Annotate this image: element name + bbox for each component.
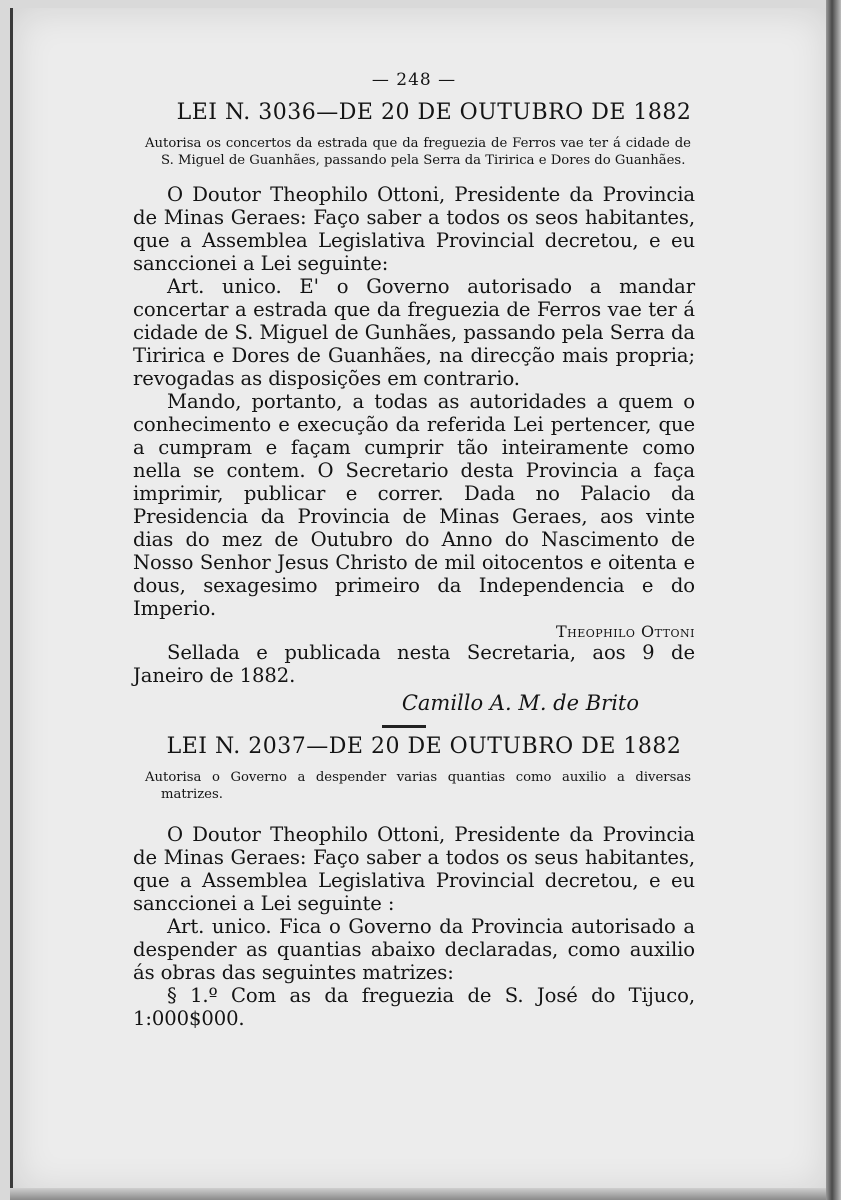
law-2-summary-text: Autorisa o Governo a despender varias quantias como auxilio a diversas matrizes. xyxy=(145,770,691,802)
law-1-promulgation: Mando, portanto, a todas as autoridades a quem o conhecimento e execução da referida Lei pertencer, que a cumpram e façam cumprir tão inteiramente como nella se contem. O Secretario desta Provincia a faça imprimir, publicar e correr. Dada no Palacio da Presidencia da Provincia de Minas Geraes, aos vinte dias do mez de Outubro do Anno do Nascimento de Nosso Senhor Jesus Christo de mil oitocentos e oitenta e dous, sexagesimo primeiro da Independencia e do Imperio. xyxy=(133,390,695,620)
law-1-summary xyxy=(145,135,691,169)
page-number: — 248 — xyxy=(371,70,457,90)
law-1-secretary: Camillo A. M. de Brito xyxy=(401,691,639,715)
page-bottom-edge xyxy=(10,1188,826,1200)
page-edge-shadow xyxy=(826,0,841,1200)
section-divider xyxy=(382,725,426,728)
law-2-article: Art. unico. Fica o Governo da Provincia autorisado a despender as quantias abaixo declaradas, como auxilio ás obras das seguintes matrizes: xyxy=(133,915,695,984)
law-2-title: LEI N. 2037—DE 20 DE OUTUBRO DE 1882 xyxy=(166,734,682,759)
law-1-preamble: O Doutor Theophilo Ottoni, Presidente da Provincia de Minas Geraes: Faço saber a todos os seos habitantes, que a Assemblea Legislativa Provincial decretou, e eu sanccionei a Lei seguinte: xyxy=(133,183,695,275)
law-2-paragraph-1: § 1.º Com as da freguezia de S. José do Tijuco, 1:000$000. xyxy=(133,984,695,1030)
law-2-preamble: O Doutor Theophilo Ottoni, Presidente da Provincia de Minas Geraes: Faço saber a todos os seus habitantes, que a Assemblea Legislativa Provincial decretou, e eu sanccionei a Lei seguinte : xyxy=(133,823,695,915)
law-1-title: LEI N. 3036—DE 20 DE OUTUBRO DE 1882 xyxy=(176,100,692,125)
law-1-summary-text: Autorisa os concertos da estrada que da freguezia de Ferros vae ter á cidade de S. Miguel de Guanhães, passando pela Serra da Tiririca e Dores do Guanhães. xyxy=(145,136,691,168)
law-1-signature: Theophilo Ottoni xyxy=(555,622,695,641)
law-2-summary xyxy=(145,769,691,803)
law-1-publication: Sellada e publicada nesta Secretaria, aos 9 de Janeiro de 1882. xyxy=(133,641,695,687)
law-1-article: Art. unico. E' o Governo autorisado a mandar concertar a estrada que da freguezia de Ferros vae ter á cidade de S. Miguel de Gunhães, passando pela Serra da Tiririca e Dores de Guanhães, na direcção mais propria; revogadas as disposições em contrario. xyxy=(133,275,695,390)
page-content xyxy=(133,70,695,1030)
